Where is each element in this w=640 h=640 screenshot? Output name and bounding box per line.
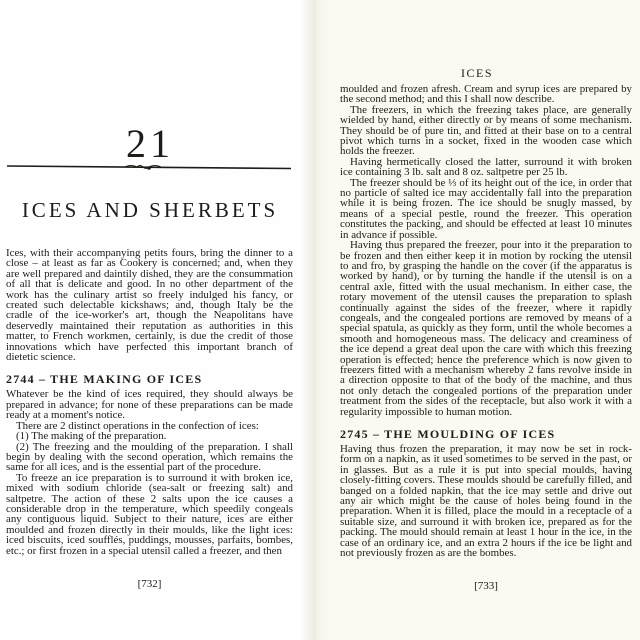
paragraph: There are 2 distinct operations in the confection of ices:: [16, 419, 259, 432]
paragraph: Whatever be the kind of ices required, they should always be prepared in advance; for none of these preparations can be made ready at a moment's notice.: [6, 388, 293, 422]
left-page: [0, 0, 314, 640]
paragraph: Having thus frozen the preparation, it may now be set in rock-form on a napkin, as it used sometimes to be served in the past, or in glasses. But as a rule it is put into special moulds, having closely-fitting covers. These moulds should be carefully filled, and banged on a folded napkin, that the ice may settle and drive out any air which might be the cause of holes being found in the preparation. When it is filled, place the mould in a receptacle of a suitable size, and surround it with broken ice, prepared as for the packing. The mould should remain at least 1 hour in the ice, in the case of an ordinary ice, and an extra 2 hours if the ice be light and not previously frozen as are the bombes.: [340, 443, 632, 560]
chapter-number: 21: [126, 121, 174, 166]
paragraph: moulded and frozen afresh. Cream and syrup ices are prepared by the second method; and this I shall now describe.: [340, 83, 632, 106]
section-heading-2744: 2744 – THE MAKING OF ICES: [6, 372, 203, 387]
paragraph: The freezers, in which the freezing takes place, are generally wielded by hand, either directly or by means of some mechanism. They should be of pure tin, and fitted at their base on to a central pivot which turns in a socket, fixed in the wooden case which holds the freezer.: [340, 103, 632, 158]
paragraph: Having thus prepared the freezer, pour into it the preparation to be frozen and then either keep it in motion by rocking the utensil to and fro, by grasping the handle on the cover (if the apparatus is worked by hand), or by turning the handle if the utensil is on a central axle, fitted with the usual mechanism. In either case, the rotary movement of the utensil causes the preparation to splash continually against the sides of the freezer, where it rapidly congeals, and the congealed portions are removed by means of a special spatula, as quickly as they form, until the whole becomes a smooth and homogeneous mass. The delicacy and creaminess of the ice depend a great deal upon the care with which this freezing operation is effected; hence the preference which is now given to freezers fitted with a mechanism whereby 2 fans revolve inside in a direction opposite to that of the body of the machine, and thus not only detach the congealed portions of the preparation under treatment from the sides of the receptacle, but also work it with a regularity impossible to human motion.: [340, 239, 632, 418]
chapter-title: ICES AND SHERBETS: [21, 198, 279, 222]
paragraph: Having hermetically closed the latter, surround it with broken ice containing 3 lb. salt and 8 oz. saltpetre per 25 lb.: [340, 155, 632, 179]
intro-paragraph: Ices, with their accompanying petits fours, bring the dinner to a close – at least as far as Cookery is concerned; and, when they are well prepared and daintily dished, they are the consummation of all that is delicate and good. In no other department of the work has the culinary artist so freely indulged his fancy, or created such delectable kickshaws; and, though Italy be the cradle of the ice-worker's art, though the Neapolitans have deservedly maintained their reputation as authorities in this matter, to French workmen, certainly, is due the credit of those innovations which have perfected this important branch of dietetic science.: [6, 247, 293, 364]
page-number: [732]: [137, 577, 162, 590]
right-text-column: [340, 84, 632, 593]
paragraph: The freezer should be ⅓ of its height out of the ice, in order that no particle of salted ice may accidentally fall into the preparation while it is being frozen. The ice should be snugly massed, by means of a special pestle, round the freezer. This operation constitutes the packing, and should be effected at least 10 minutes in advance if possible.: [340, 176, 632, 241]
page-number: [733]: [474, 580, 498, 593]
paragraph: To freeze an ice preparation is to surround it with broken ice, mixed with sodium chloride (sea-salt or freezing salt) and saltpetre. The action of these 2 salts upon the ice causes a considerable drop in the temperature, which speedily congeals any contiguous liquid. Subject to their nature, ices are either moulded and frozen directly in their moulds, like the light ices: iced biscuits, iced soufflés, puddings, mousses, parfaits, bombes, etc.; or first frozen in a special utensil called a freezer, and then: [6, 471, 293, 557]
running-head: ICES: [460, 66, 493, 80]
list-item: (2) The freezing and the moulding of the preparation. I shall begin by dealing with the second operation, which remains the same for all ices, and is the essential part of the procedure.: [6, 440, 293, 474]
list-item: (1) The making of the preparation.: [16, 430, 167, 443]
right-page: [314, 0, 640, 640]
ornamental-rule: [7, 163, 291, 171]
left-text-column: [6, 248, 293, 591]
section-heading-2745: 2745 – THE MOULDING OF ICES: [340, 427, 556, 441]
